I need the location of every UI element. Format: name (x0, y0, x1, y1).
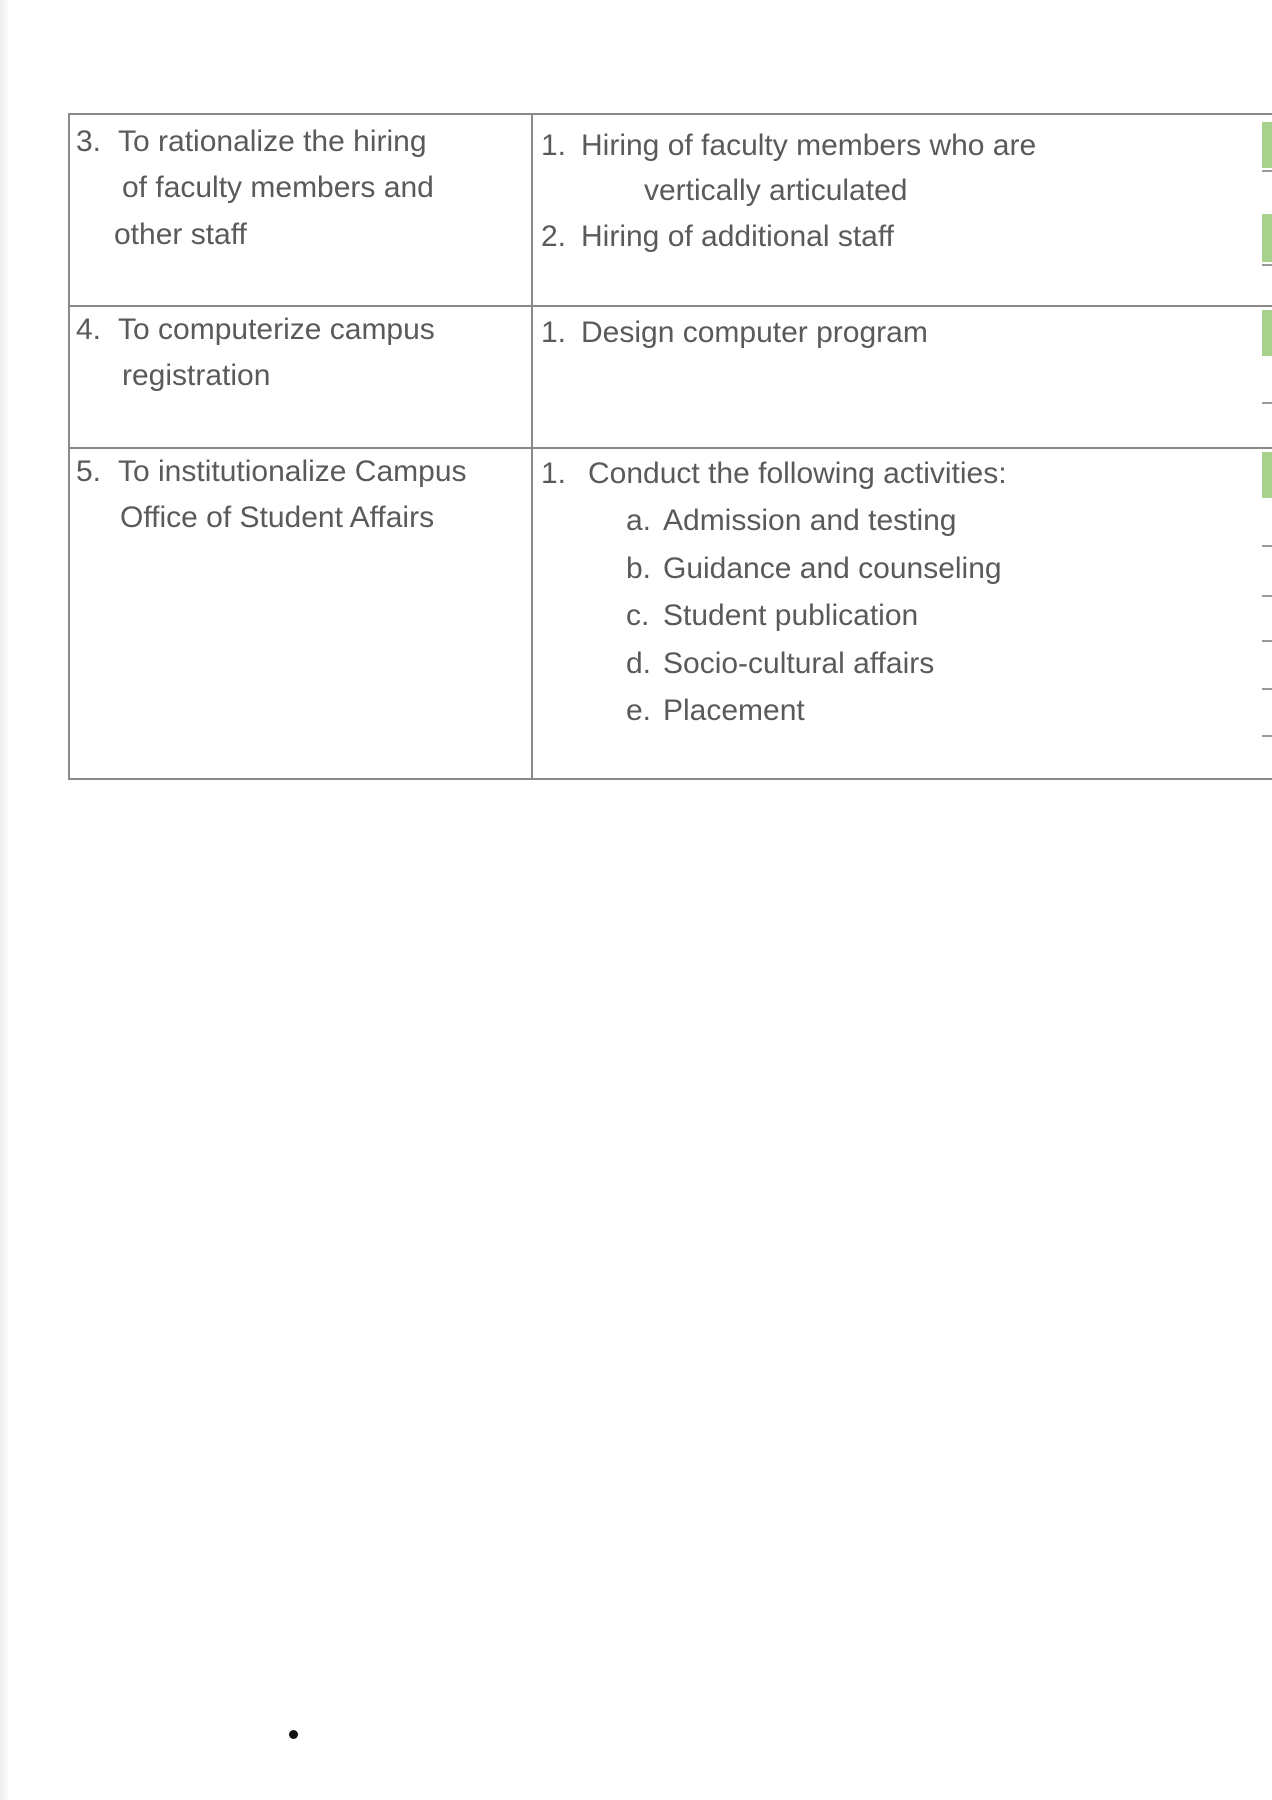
table-row (68, 305, 1272, 448)
page-left-edge (0, 0, 8, 1800)
sub-item-text: Socio-cultural affairs (663, 647, 935, 680)
objective-cell (68, 449, 533, 778)
table-row (68, 447, 1272, 780)
strategy-text: Hiring of faculty members who are (581, 129, 1037, 162)
objective-number: 3. (76, 125, 102, 158)
objective-cell (68, 115, 533, 306)
strategy-number: 1. (541, 316, 567, 349)
strategy-text: Conduct the following activities: (588, 457, 1007, 490)
strategy-continuation: vertically articulated (644, 174, 908, 207)
cell-divider (1262, 402, 1272, 404)
objective-cell (68, 307, 533, 448)
cell-divider (1262, 264, 1272, 266)
sub-item-text: Student publication (663, 599, 919, 632)
objective-line: registration (122, 359, 271, 392)
strategy-text: Design computer program (581, 316, 928, 349)
sub-item-letter: a. (626, 504, 652, 537)
green-cell-strip (1262, 122, 1272, 168)
objective-line: other staff (114, 218, 247, 251)
cell-divider (1262, 170, 1272, 172)
sub-item-letter: e. (626, 694, 652, 727)
strategy-number: 1. (541, 129, 567, 162)
strategy-number: 2. (541, 220, 567, 253)
objective-line: To rationalize the hiring (118, 125, 427, 158)
cell-divider (1262, 595, 1272, 597)
cell-divider (1262, 640, 1272, 642)
cell-divider (1262, 688, 1272, 690)
sub-item-letter: d. (626, 647, 652, 680)
green-cell-strip (1262, 452, 1272, 498)
objective-line: Office of Student Affairs (120, 501, 435, 534)
cell-divider (1262, 735, 1272, 737)
strategy-cell (533, 307, 1272, 448)
strategy-cell (533, 115, 1272, 306)
sub-item-letter: b. (626, 552, 652, 585)
sub-item-text: Guidance and counseling (663, 552, 1002, 585)
cell-divider (1262, 545, 1272, 547)
objective-number: 5. (76, 455, 102, 488)
sub-item-text: Admission and testing (663, 504, 957, 537)
green-cell-strip (1262, 214, 1272, 262)
objective-line: of faculty members and (122, 171, 434, 204)
sub-item-letter: c. (626, 599, 650, 632)
objective-number: 4. (76, 313, 102, 346)
sub-item-text: Placement (663, 694, 805, 727)
strategy-cell (533, 449, 1272, 778)
table-row (68, 113, 1272, 306)
objective-line: To computerize campus (118, 313, 435, 346)
ink-dot-mark (289, 1730, 298, 1739)
strategy-text: Hiring of additional staff (581, 220, 894, 253)
strategy-number: 1. (541, 457, 567, 490)
objective-line: To institutionalize Campus (118, 455, 467, 488)
green-cell-strip (1262, 310, 1272, 356)
